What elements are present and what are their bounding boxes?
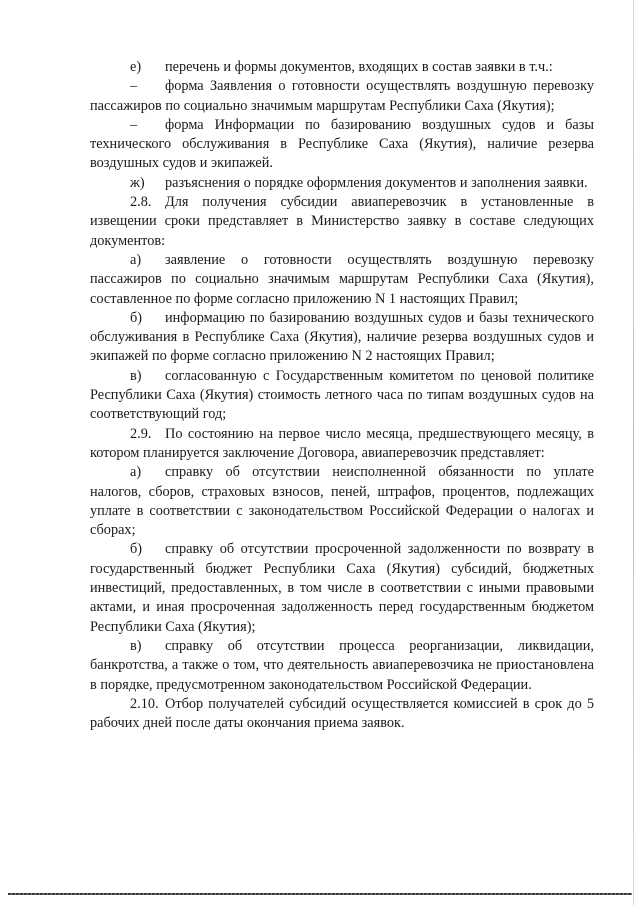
paragraph-2-8-v (90, 367, 594, 425)
paragraph-text: заявление о готовности осуществлять воздушную перевозку пассажиров по социально значимым маршрутам Республики Саха (Якутия), составленное по форме согласно приложению N 1 настоящих Правил; (90, 251, 594, 307)
section-number: 2.9. (130, 425, 152, 442)
paragraph-2-9-a (90, 463, 594, 540)
section-number: 2.10. (130, 695, 159, 712)
paragraph-text: Для получения субсидии авиаперевозчик в установленные в извещении сроки представляет в Министерство заявку в составе следующих документов: (90, 194, 594, 249)
paragraph-text: Отбор получателей субсидий осуществляется комиссией в срок до 5 рабочих дней после даты окончания приема заявок. (90, 695, 594, 732)
scan-bottom-edge (8, 893, 632, 895)
section-number: 2.8. (130, 194, 152, 211)
list-marker: а) (130, 464, 142, 481)
list-marker: а) (130, 251, 142, 268)
paragraph-zh (90, 174, 594, 193)
paragraph-2-9-v (90, 637, 594, 695)
list-marker: – (130, 116, 138, 133)
paragraph-text: справку об отсутствии неисполненной обязанности по уплате налогов, сборов, страховых взносов, пеней, штрафов, процентов, подлежащих уплате в соответствии с законодательством Российской Федерации о налогах и сборах; (90, 464, 594, 539)
paragraph-e (90, 58, 594, 77)
document-body (90, 58, 594, 733)
paragraph-2-8-b (90, 309, 594, 367)
list-marker: е) (130, 59, 142, 75)
list-marker: – (130, 78, 138, 95)
section-2-10 (90, 695, 594, 734)
list-marker: в) (130, 367, 142, 384)
list-marker: б) (130, 541, 143, 558)
list-marker: в) (130, 637, 142, 654)
paragraph-text: По состоянию на первое число месяца, предшествующего месяцу, в котором планируется заключение Договора, авиаперевозчик представляет: (90, 425, 594, 461)
scan-right-edge (633, 0, 634, 905)
paragraph-text: форма Заявления о готовности осуществлять воздушную перевозку пассажиров по социально значимым маршрутам Республики Саха (Якутия); (90, 78, 594, 114)
paragraph-2-9-b (90, 540, 594, 636)
list-marker: ж) (130, 174, 145, 191)
paragraph-text: перечень и формы документов, входящих в состав заявки в т.ч.: (165, 59, 553, 75)
paragraph-text: справку об отсутствии процесса реорганизации, ликвидации, банкротства, а также о том, что деятельность авиаперевозчика не приостановлена в порядке, предусмотренном законодательством Российской Федерации. (90, 637, 594, 693)
paragraph-text: согласованную с Государственным комитетом по ценовой политике Республики Саха (Якутия) стоимость летного часа по типам воздушных судов на соответствующий год; (90, 367, 594, 423)
paragraph-dash-application-form (90, 77, 594, 116)
paragraph-text: справку об отсутствии просроченной задолженности по возврату в государственный бюджет Республики Саха (Якутия) субсидий, бюджетных инвестиций, предоставленных, в том числе в соответствии с иными правовыми актами, и иная просроченная задолженность перед государственным бюджетом Республики Саха (Якутия); (90, 541, 594, 635)
section-2-8 (90, 193, 594, 251)
paragraph-text: информацию по базированию воздушных судов и базы технического обслуживания в Республике Саха (Якутия), наличие резерва воздушных судов и экипажей по форме согласно приложению N 2 настоящих Правил; (90, 309, 594, 365)
list-marker: б) (130, 309, 143, 326)
paragraph-text: форма Информации по базированию воздушных судов и базы технического обслуживания в Республике Саха (Якутия), наличие резерва воздушных судов и экипажей. (90, 116, 594, 172)
paragraph-dash-information-form (90, 116, 594, 174)
paragraph-2-8-a (90, 251, 594, 309)
section-2-9 (90, 425, 594, 464)
paragraph-text: разъяснения о порядке оформления документов и заполнения заявки. (165, 174, 588, 191)
